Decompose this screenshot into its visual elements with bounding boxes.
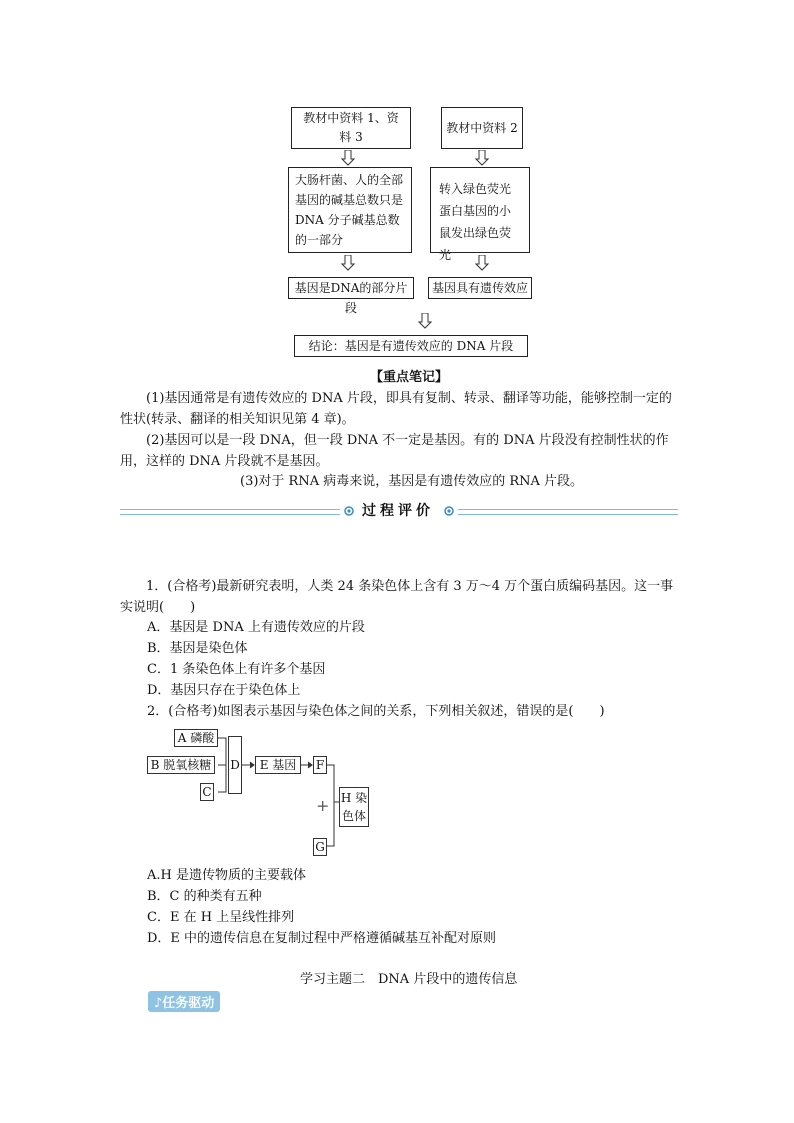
flow-left-mid-box (288, 167, 412, 253)
question-1-stem: 1．(合格考)最新研究表明，人类 24 条染色体上含有 3 万～4 万个蛋白质编码基因。这一事实说明( ) (120, 579, 674, 615)
diagram-box-a: A 磷酸 (174, 729, 218, 747)
section-divider-right (458, 509, 678, 515)
flow-conclusion-text: 结论：基因是有遗传效应的 DNA 片段 (308, 339, 514, 353)
flow-left-bottom-box (288, 277, 414, 315)
flow-right-bottom-box (428, 277, 532, 299)
section-title: 过程评价 (362, 503, 434, 519)
flow-left-mid-text: 大肠杆菌、人的全部基因的碱基总数只是 DNA 分子碱基总数的一部分 (295, 173, 404, 247)
task-driven-badge (148, 991, 220, 1012)
down-arrow-icon (341, 255, 355, 271)
diagram-box-g: G (313, 838, 327, 856)
flow-right-top-box (441, 107, 523, 149)
diagram-box-c: C (200, 783, 214, 801)
task-badge-icon: ♪ (154, 996, 163, 1011)
down-arrow-icon (475, 150, 489, 166)
flow-right-top-text: 教材中资料 2 (446, 121, 518, 135)
down-arrow-icon (475, 255, 489, 271)
flow-right-bottom-text: 基因具有遗传效应 (431, 281, 528, 295)
topic-2-heading: 学习主题二 DNA 片段中的遗传信息 (300, 972, 518, 987)
notes-paragraph-2: (2)基因可以是一段 DNA，但一段 DNA 不一定是基因。有的 DNA 片段没有控制性状的作用，这样的 DNA 片段就不是基因。 (120, 433, 669, 469)
flow-conclusion-box (294, 335, 528, 357)
flow-left-top-text: 教材中资料 1、资料 3 (303, 111, 399, 144)
flow-left-top-box (291, 107, 411, 149)
section-bullet-icon (444, 506, 454, 516)
question-1-option-b: B．基因是染色体 (147, 641, 248, 656)
down-arrow-icon (341, 150, 355, 166)
flow-right-mid-box (430, 167, 530, 262)
down-arrow-icon (418, 313, 432, 329)
diagram-box-e: E 基因 (255, 756, 301, 774)
diagram-box-h: H 染色体 (339, 787, 369, 827)
question-2-option-c: C．E 在 H 上呈线性排列 (147, 910, 295, 925)
section-divider-left (120, 509, 340, 515)
question-1-option-c: C．1 条染色体上有许多个基因 (147, 662, 326, 677)
diagram-box-d: D (228, 736, 242, 794)
question-2-option-b: B．C 的种类有五种 (147, 889, 262, 904)
diagram-box-f: F (313, 756, 327, 774)
question-2-option-a: A.H 是遗传物质的主要载体 (147, 868, 306, 883)
notes-heading: 【重点笔记】 (370, 370, 449, 385)
question-1-option-d: D．基因只存在于染色体上 (147, 683, 301, 698)
diagram-arrow-d-e (242, 760, 256, 770)
question-1-option-a: A．基因是 DNA 上有遗传效应的片段 (147, 620, 365, 635)
notes-paragraph-1: (1)基因通常是有遗传效应的 DNA 片段，即具有复制、转录、翻译等功能，能够控制一定的性状(转录、翻译的相关知识见第 4 章)。 (120, 391, 672, 427)
flow-right-mid-text: 转入绿色荧光蛋白基因的小鼠发出绿色荧光 (439, 182, 512, 262)
question-2-stem: 2．(合格考)如图表示基因与染色体之间的关系，下列相关叙述，错误的是( ) (147, 704, 605, 719)
flow-left-bottom-text: 基因是DNA的部分片段 (294, 281, 408, 315)
notes-paragraph-3: (3)对于 RNA 病毒来说，基因是有遗传效应的 RNA 片段。 (240, 474, 584, 489)
diagram-plus-sign: + (316, 796, 330, 815)
section-bullet-icon (344, 506, 354, 516)
task-badge-label: 任务驱动 (162, 996, 215, 1011)
diagram-box-b: B 脱氧核糖 (147, 756, 215, 774)
diagram-arrow-e-f (300, 760, 314, 770)
question-2-option-d: D．E 中的遗传信息在复制过程中严格遵循碱基互补配对原则 (147, 931, 497, 946)
